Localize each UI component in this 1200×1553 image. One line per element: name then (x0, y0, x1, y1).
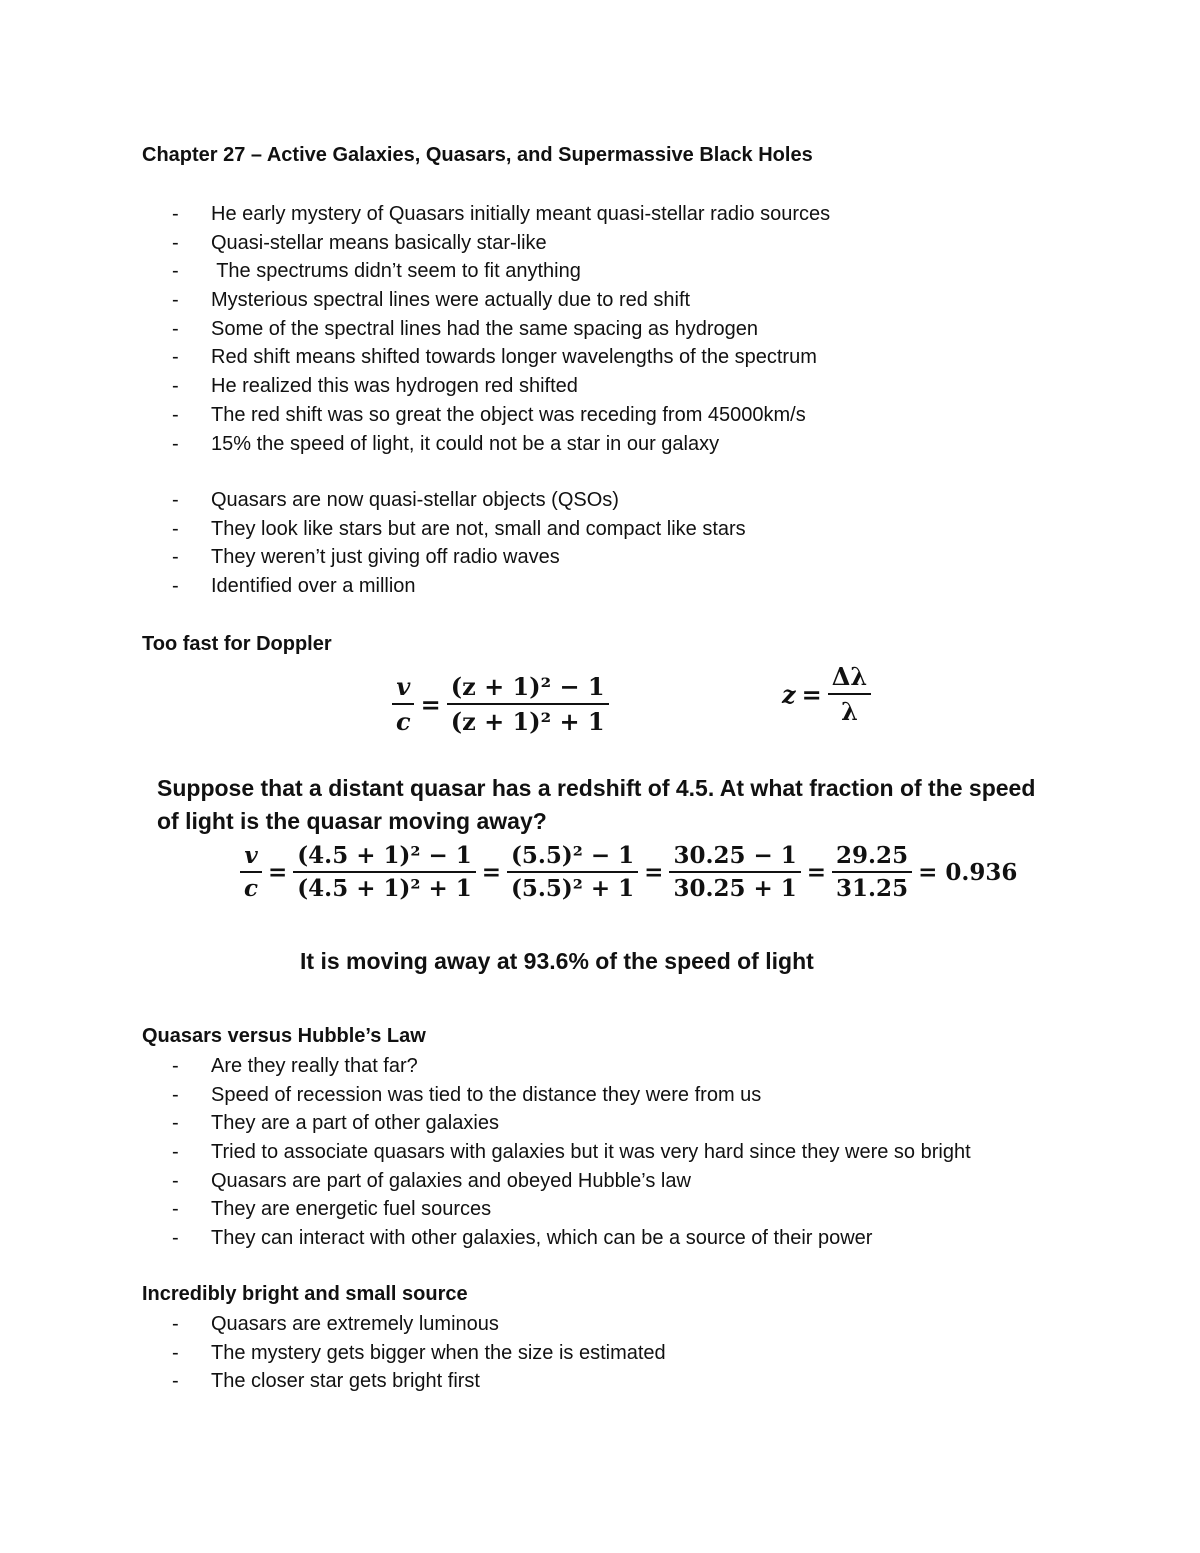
doppler-heading: Too fast for Doppler (142, 633, 332, 655)
step2-fraction: $\frac{\text{(5.5)² − 1}}{\text{(5.5)² + 1}}$ (507, 842, 638, 902)
redshift-fraction: $\frac{\Delta\lambda}{\lambda}$ (828, 662, 871, 726)
v-over-c: $\frac{v}{c}$ (392, 672, 415, 736)
hubble-heading: Quasars versus Hubble’s Law (142, 1025, 426, 1047)
step1-fraction: $\frac{\text{(4.5 + 1)² − 1}}{\text{(4.5 + 1)² + 1}}$ (293, 842, 475, 902)
doppler-fraction: $\frac{\text{(z + 1)² − 1}}{\text{(z + 1)² + 1}}$ (447, 672, 609, 736)
v-over-c: $\frac{v}{c}$ (240, 842, 262, 902)
bright-heading: Incredibly bright and small source (142, 1283, 468, 1305)
step4-fraction: $\frac{29.25}{31.25}$ (832, 842, 912, 902)
page-title: Chapter 27 – Active Galaxies, Quasars, and Supermassive Black Holes (142, 144, 813, 166)
example-question: Suppose that a distant quasar has a redshift of 4.5. At what fraction of the speed of light is the quasar moving away? (157, 775, 1036, 834)
step3-fraction: $\frac{30.25 - 1}{30.25 + 1}$ (669, 842, 800, 902)
result-value: = 0.936 (918, 858, 1018, 886)
example-calculation: $\frac{v}{c}$ = $\frac{\text{(4.5 + 1)² − 1}}{\text{(4.5 + 1)² + 1}}$ = $\frac{\text{(5.5)² − 1}}{\text{(5.5)² + 1}}$ = $\frac{30.25 - 1}{30.25 + 1}$ = $\frac{29.25}{31.25}$ = 0.936 (240, 842, 1023, 902)
redshift-formula: z = $\frac{\Delta\lambda}{\lambda}$ (782, 662, 871, 726)
doppler-formula: $\frac{v}{c}$ = $\frac{\text{(z + 1)² − 1}}{\text{(z + 1)² + 1}}$ (392, 672, 609, 736)
example-answer: It is moving away at 93.6% of the speed of light (300, 948, 814, 974)
